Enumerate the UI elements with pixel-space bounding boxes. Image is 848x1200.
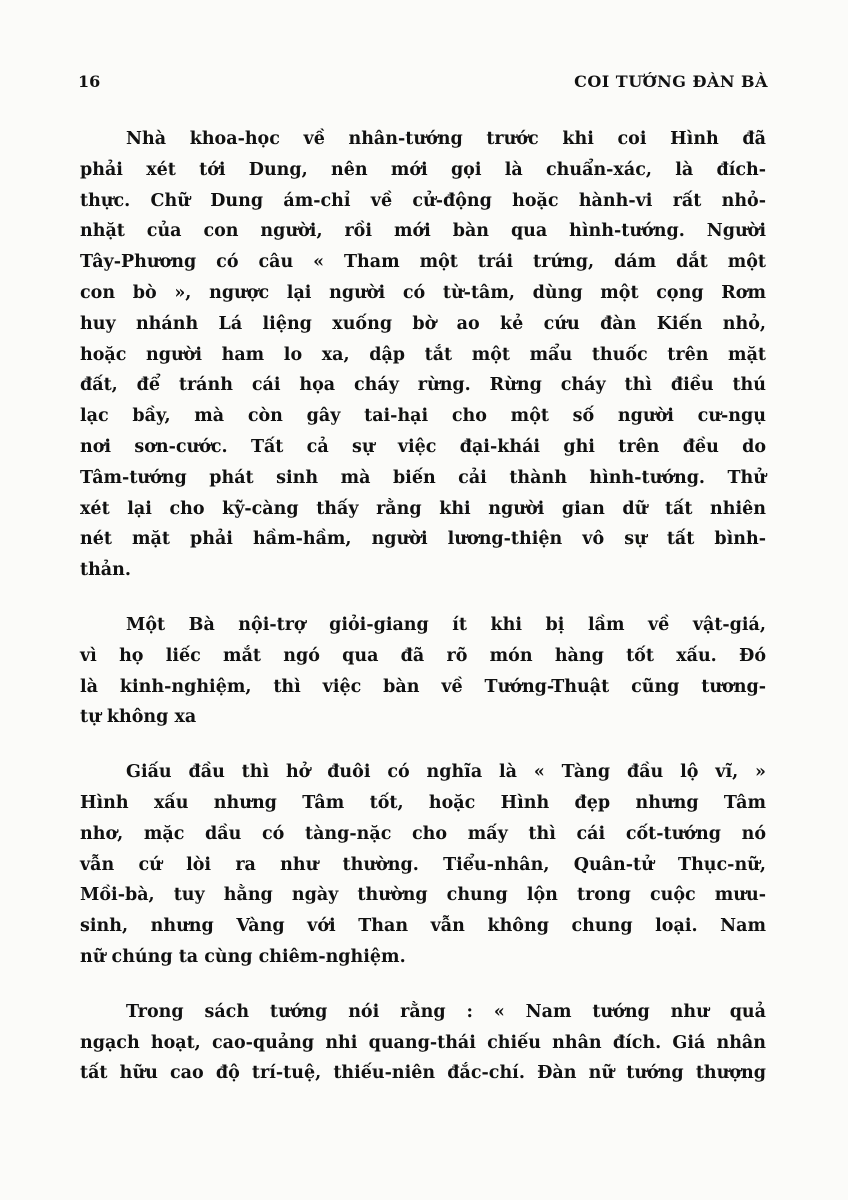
- text-line: huy nhánh Lá liệng xuống bờ ao kẻ cứu đàn Kiến nhỏ,: [80, 313, 766, 334]
- text-line: sinh, nhưng Vàng với Than vẫn không chung loại. Nam: [80, 916, 766, 937]
- text-line: Nhà khoa-học về nhân-tướng trước khi coi Hình đã: [126, 129, 766, 149]
- text-line: Trong sách tướng nói rằng : « Nam tướng như quả: [126, 1001, 766, 1022]
- text-line: tất hữu cao độ trí-tuệ, thiếu-niên đắc-chí. Đàn nữ tướng thượng: [80, 1063, 766, 1084]
- text-line: nữ chúng ta cùng chiêm-nghiệm.: [80, 946, 406, 967]
- text-line: ngạch hoạt, cao-quảng nhi quang-thái chiếu nhân đích. Giá nhân: [80, 1032, 766, 1053]
- text-line: Tây-Phương có câu « Tham một trái trứng, dám dắt một: [80, 252, 766, 273]
- text-line: thản.: [80, 560, 131, 581]
- text-line: nét mặt phải hầm-hầm, người lương-thiện vô sự tất bình-: [80, 529, 766, 550]
- text-line: Mồi-bà, tuy hằng ngày thường chung lộn trong cuộc mưu-: [80, 885, 766, 906]
- paragraph-2: [80, 610, 766, 733]
- text-line: Giấu đầu thì hở đuôi có nghĩa là « Tàng đầu lộ vĩ, »: [126, 762, 766, 783]
- paragraph-4: [80, 997, 766, 1089]
- page-header: [78, 72, 768, 96]
- text-line: vẫn cứ lòi ra như thường. Tiểu-nhân, Quân-tử Thục-nữ,: [80, 854, 766, 875]
- page-number: 16: [78, 72, 101, 91]
- text-line: vì họ liếc mắt ngó qua đã rõ món hàng tốt xấu. Đó: [80, 645, 766, 666]
- text-line: nơi sơn-cước. Tất cả sự việc đại-khái ghi trên đều do: [80, 436, 766, 457]
- text-line: hoặc người ham lo xa, dập tắt một mẩu thuốc trên mặt: [80, 344, 766, 365]
- text-line: nhơ, mặc dầu có tàng-nặc cho mấy thì cái cốt-tướng nó: [80, 823, 766, 844]
- body-text: [80, 124, 766, 1089]
- running-title: COI TƯỚNG ĐÀN BÀ: [574, 72, 768, 91]
- text-line: lạc bầy, mà còn gây tai-hại cho một số người cư-ngụ: [80, 406, 766, 427]
- text-line: phải xét tới Dung, nên mới gọi là chuẩn-xác, là đích-: [80, 159, 766, 180]
- text-line: con bò », ngược lại người có từ-tâm, dùng một cọng Rơm: [80, 282, 766, 303]
- text-line: Hình xấu nhưng Tâm tốt, hoặc Hình đẹp nhưng Tâm: [80, 792, 766, 813]
- text-line: Một Bà nội-trợ giỏi-giang ít khi bị lầm về vật-giá,: [126, 614, 766, 635]
- paragraph-3: [80, 757, 766, 973]
- text-line: tự không xa: [80, 707, 197, 728]
- paragraph-1: [80, 124, 766, 586]
- text-line: là kinh-nghiệm, thì việc bàn về Tướng-Thuật cũng tương-: [80, 676, 766, 697]
- text-line: đất, để tránh cái họa cháy rừng. Rừng cháy thì điều thú: [80, 375, 766, 396]
- text-line: nhặt của con người, rồi mới bàn qua hình-tướng. Người: [80, 221, 766, 242]
- text-line: thực. Chữ Dung ám-chỉ về cử-động hoặc hành-vi rất nhỏ-: [80, 190, 766, 211]
- text-line: Tâm-tướng phát sinh mà biến cải thành hình-tướng. Thử: [80, 467, 766, 488]
- text-line: xét lại cho kỹ-càng thấy rằng khi người gian dữ tất nhiên: [80, 498, 766, 519]
